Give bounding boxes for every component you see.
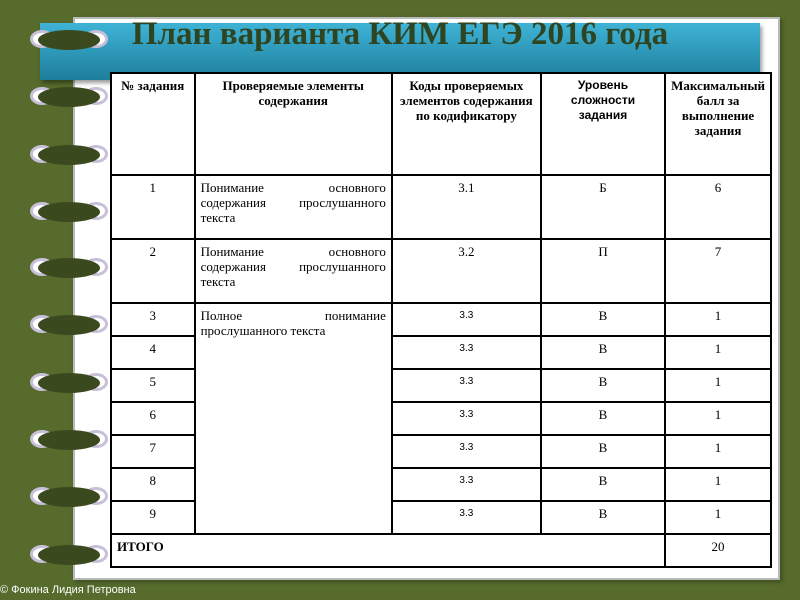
total-label: ИТОГО bbox=[111, 534, 665, 567]
ring-binder-icon bbox=[30, 315, 108, 337]
task-code: 3.3 bbox=[392, 468, 541, 501]
task-code: 3.3 bbox=[392, 501, 541, 534]
ring-binder-icon bbox=[30, 430, 108, 452]
author-footer: © Фокина Лидия Петровна bbox=[0, 584, 136, 596]
ring-binder-icon bbox=[30, 487, 108, 509]
task-score: 1 bbox=[665, 303, 771, 336]
ring-binder-icon bbox=[30, 258, 108, 280]
task-level: В bbox=[541, 336, 665, 369]
task-code: 3.3 bbox=[392, 402, 541, 435]
header-content: Проверяемые элементы содержания bbox=[195, 73, 392, 175]
ring-binder-icon bbox=[30, 145, 108, 167]
task-content: Полное понимание прослушанного текста bbox=[195, 303, 392, 534]
task-level: В bbox=[541, 468, 665, 501]
header-score: Максимальный балл за выполнение задания bbox=[665, 73, 771, 175]
task-num: 9 bbox=[111, 501, 195, 534]
task-content: Понимание основного содержания прослушанного текста bbox=[195, 175, 392, 239]
ring-binder-icon bbox=[30, 87, 108, 109]
task-code: 3.3 bbox=[392, 336, 541, 369]
header-num: № задания bbox=[111, 73, 195, 175]
task-score: 1 bbox=[665, 501, 771, 534]
task-score: 1 bbox=[665, 369, 771, 402]
task-content: Понимание основного содержания прослушанного текста bbox=[195, 239, 392, 303]
table-row bbox=[111, 175, 771, 239]
task-code: 3.3 bbox=[392, 369, 541, 402]
task-score: 1 bbox=[665, 468, 771, 501]
task-code: 3.2 bbox=[392, 239, 541, 303]
total-row bbox=[111, 534, 771, 567]
header-row bbox=[111, 73, 771, 175]
task-score: 7 bbox=[665, 239, 771, 303]
task-level: В bbox=[541, 501, 665, 534]
task-level: Б bbox=[541, 175, 665, 239]
ring-binder-icon bbox=[30, 30, 108, 52]
task-code: 3.3 bbox=[392, 435, 541, 468]
task-score: 1 bbox=[665, 336, 771, 369]
ring-binder-icon bbox=[30, 373, 108, 395]
task-score: 6 bbox=[665, 175, 771, 239]
table-row bbox=[111, 303, 771, 336]
task-code: 3.3 bbox=[392, 303, 541, 336]
task-num: 6 bbox=[111, 402, 195, 435]
exam-plan-table bbox=[110, 72, 772, 568]
task-num: 4 bbox=[111, 336, 195, 369]
task-code: 3.1 bbox=[392, 175, 541, 239]
table-row bbox=[111, 239, 771, 303]
total-score: 20 bbox=[665, 534, 771, 567]
task-level: В bbox=[541, 303, 665, 336]
ring-binder-icon bbox=[30, 202, 108, 224]
task-level: В bbox=[541, 435, 665, 468]
task-score: 1 bbox=[665, 402, 771, 435]
task-level: В bbox=[541, 402, 665, 435]
task-num: 8 bbox=[111, 468, 195, 501]
task-num: 2 bbox=[111, 239, 195, 303]
header-level: Уровень сложности задания bbox=[541, 73, 665, 175]
task-level: В bbox=[541, 369, 665, 402]
task-num: 1 bbox=[111, 175, 195, 239]
task-num: 3 bbox=[111, 303, 195, 336]
task-num: 7 bbox=[111, 435, 195, 468]
slide-title: План варианта КИМ ЕГЭ 2016 года bbox=[131, 16, 669, 52]
header-codes: Коды проверяемых элементов содержания по кодификатору bbox=[392, 73, 541, 175]
task-num: 5 bbox=[111, 369, 195, 402]
task-score: 1 bbox=[665, 435, 771, 468]
task-level: П bbox=[541, 239, 665, 303]
ring-binder-icon bbox=[30, 545, 108, 567]
